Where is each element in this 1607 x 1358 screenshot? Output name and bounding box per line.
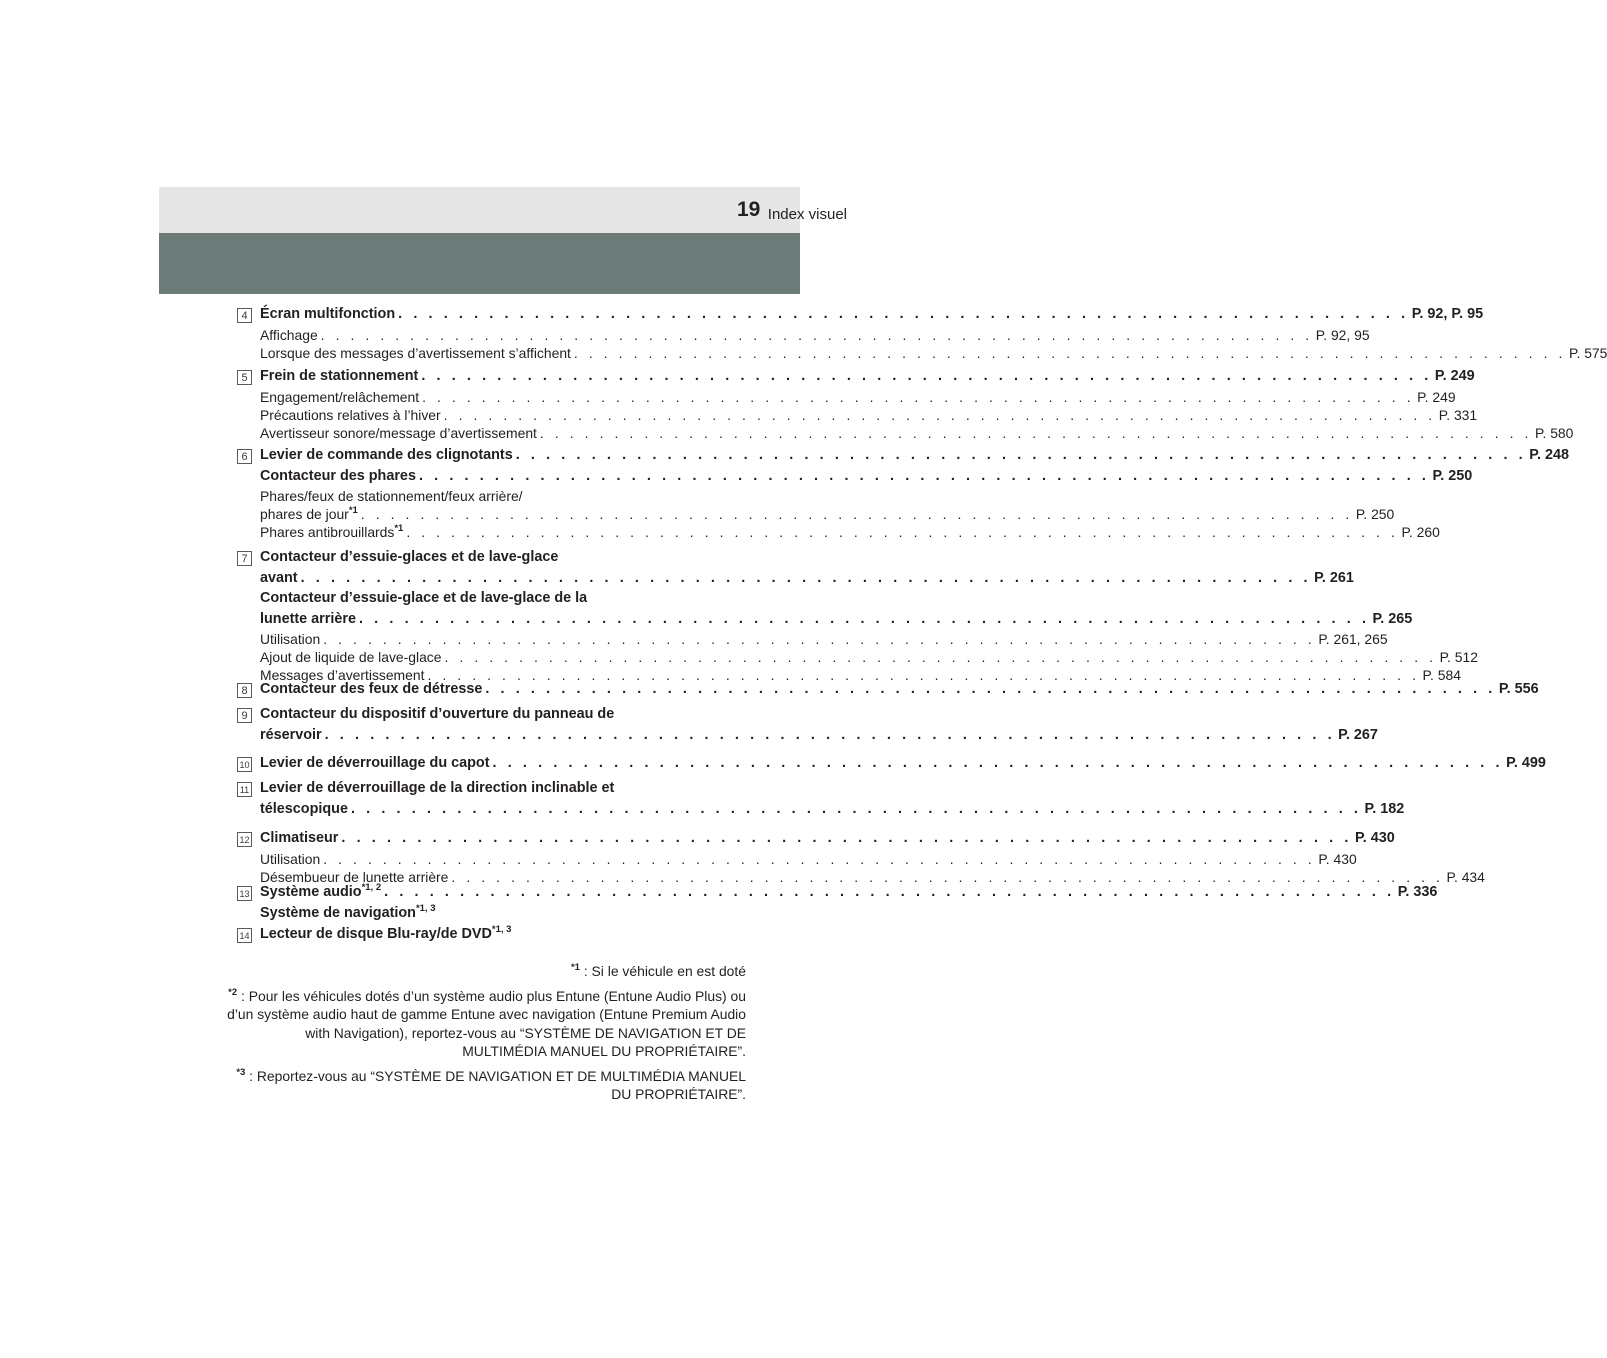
- entry-heading: [260, 590, 723, 611]
- dot-leader: . . . . . . . . . . . . . . . . . . . . . . . . . . . . . . . . . . . . . . . . . . . . . . . . . . . . . . . . . . . . . . . . . . .: [323, 850, 1316, 867]
- header-bar: [159, 187, 800, 233]
- entry-heading[interactable]: [260, 800, 1405, 822]
- dot-leader: . . . . . . . . . . . . . . . . . . . . . . . . . . . . . . . . . . . . . . . . . . . . . . . . . . . . . . . . . . . . . . . . . . .: [422, 388, 1415, 405]
- entry-label: réservoir: [260, 726, 322, 743]
- dot-leader: . . . . . . . . . . . . . . . . . . . . . . . . . . . . . . . . . . . . . . . . . . . . . . . . . . . . . . . . . . . . . . . . . . .: [443, 406, 1436, 423]
- page-reference[interactable]: P. 580: [1535, 424, 1574, 441]
- page-reference[interactable]: P. 434: [1446, 868, 1485, 885]
- entry-heading[interactable]: [260, 306, 1484, 327]
- entry-label: avant: [260, 569, 298, 586]
- entry-subitem[interactable]: [260, 523, 1440, 542]
- dot-leader: . . . . . . . . . . . . . . . . . . . . . . . . . . . . . . . . . . . . . . . . . . . . . . . . . . . . . . . . . . . . . . . . . . .: [515, 447, 1527, 463]
- entry-subitem[interactable]: [260, 344, 1607, 363]
- entry-number-box: 12: [237, 832, 252, 847]
- dot-leader: . . . . . . . . . . . . . . . . . . . . . . . . . . . . . . . . . . . . . . . . . . . . . . . . . . . . . . . . . . . . . . . . . . .: [418, 467, 1430, 484]
- dot-leader: . . . . . . . . . . . . . . . . . . . . . . . . . . . . . . . . . . . . . . . . . . . . . . . . . . . . . . . . . . . . . . . . . . .: [406, 524, 1399, 540]
- entry-label: Lecteur de disque Blu-ray/de DVD$^{*1, 3}$: [260, 924, 512, 942]
- page-reference[interactable]: P. 267: [1338, 726, 1378, 743]
- entry-label: Désembueur de lunette arrière: [260, 868, 449, 885]
- entry-label: Ajout de liquide de lave-glace: [260, 649, 442, 665]
- entry-heading: [260, 902, 723, 926]
- dot-leader: . . . . . . . . . . . . . . . . . . . . . . . . . . . . . . . . . . . . . . . . . . . . . . . . . . . . . . . . . . . . . . . . . . .: [358, 610, 1370, 627]
- dot-leader: . . . . . . . . . . . . . . . . . . . . . . . . . . . . . . . . . . . . . . . . . . . . . . . . . . . . . . . . . . . . . . . . . . .: [384, 884, 1395, 900]
- entry-heading: [260, 780, 723, 801]
- entry-label: Système audio$^{*1, 2}$: [260, 882, 382, 900]
- page-reference[interactable]: P. 92, P. 95: [1411, 306, 1484, 322]
- entry-heading[interactable]: [260, 755, 1546, 776]
- entry-label: Contacteur des phares: [260, 467, 416, 484]
- index-entry: [237, 681, 1539, 702]
- page-reference[interactable]: P. 250: [1355, 506, 1395, 522]
- entry-subitem[interactable]: [260, 631, 1388, 649]
- dot-leader: . . . . . . . . . . . . . . . . . . . . . . . . . . . . . . . . . . . . . . . . . . . . . . . . . . . . . . . . . . . . . . . . . . .: [398, 306, 1409, 322]
- entry-subitem[interactable]: [260, 424, 1574, 443]
- section-title: Index visuel: [767, 206, 847, 223]
- dot-leader: . . . . . . . . . . . . . . . . . . . . . . . . . . . . . . . . . . . . . . . . . . . . . . . . . . . . . . . . . . . . . . . . . . .: [485, 681, 1496, 697]
- entry-number-box: 13: [237, 886, 252, 901]
- footnote: [226, 987, 746, 1061]
- entry-label: Contacteur d’essuie-glaces et de lave-glace: [260, 549, 559, 565]
- footnote: [226, 962, 746, 981]
- entry-label: lunette arrière: [260, 610, 356, 627]
- index-entry: [237, 306, 1607, 363]
- dot-leader: . . . . . . . . . . . . . . . . . . . . . . . . . . . . . . . . . . . . . . . . . . . . . . . . . . . . . . . . . . . . . . . . . . .: [427, 667, 1420, 683]
- dot-leader: . . . . . . . . . . . . . . . . . . . . . . . . . . . . . . . . . . . . . . . . . . . . . . . . . . . . . . . . . . . . . . . . . . .: [539, 424, 1533, 441]
- entry-subitem[interactable]: [260, 406, 1478, 425]
- dot-leader: . . . . . . . . . . . . . . . . . . . . . . . . . . . . . . . . . . . . . . . . . . . . . . . . . . . . . . . . . . . . . . . . . . .: [421, 368, 1432, 384]
- entry-label: Levier de déverrouillage du capot: [260, 755, 490, 771]
- dot-leader: . . . . . . . . . . . . . . . . . . . . . . . . . . . . . . . . . . . . . . . . . . . . . . . . . . . . . . . . . . . . . . . . . . .: [324, 726, 1336, 743]
- page-reference[interactable]: P. 182: [1364, 800, 1405, 817]
- dot-leader: . . . . . . . . . . . . . . . . . . . . . . . . . . . . . . . . . . . . . . . . . . . . . . . . . . . . . . . . . . . . . . . . . . .: [573, 344, 1566, 361]
- entry-number-box: 9: [237, 708, 252, 723]
- entry-heading: [260, 706, 723, 727]
- index-entry: [237, 926, 723, 947]
- dot-leader: . . . . . . . . . . . . . . . . . . . . . . . . . . . . . . . . . . . . . . . . . . . . . . . . . . . . . . . . . . . . . . . . . . .: [350, 800, 1362, 817]
- entry-heading[interactable]: [260, 681, 1539, 702]
- entry-subitem: [260, 488, 723, 506]
- entry-label: Lorsque des messages d’avertissement s’affichent: [260, 344, 571, 361]
- entry-subitem[interactable]: [260, 649, 1478, 667]
- page-number: 19: [737, 198, 761, 221]
- entry-label: Utilisation: [260, 850, 321, 867]
- entry-number-box: 6: [237, 449, 252, 464]
- footnote-marker: *3: [236, 1066, 246, 1078]
- entry-label: Phares/feux de stationnement/feux arrière/: [260, 488, 523, 504]
- page-reference[interactable]: P. 249: [1434, 368, 1475, 384]
- entry-label: Précautions relatives à l’hiver: [260, 406, 441, 423]
- entry-label: Engagement/relâchement: [260, 388, 420, 405]
- entry-label: Affichage: [260, 326, 318, 343]
- page-reference[interactable]: P. 250: [1432, 467, 1473, 484]
- entry-label: Levier de déverrouillage de la direction inclinable et: [260, 780, 615, 796]
- dot-leader: . . . . . . . . . . . . . . . . . . . . . . . . . . . . . . . . . . . . . . . . . . . . . . . . . . . . . . . . . . . . . . . . . . .: [360, 506, 1353, 522]
- footnote-marker: *1, 3: [491, 924, 512, 935]
- header-band: [159, 233, 800, 294]
- entry-label: Contacteur d’essuie-glace et de lave-glace de la: [260, 590, 588, 606]
- page-reference[interactable]: P. 584: [1422, 667, 1461, 683]
- entry-label: Levier de commande des clignotants: [260, 447, 513, 463]
- dot-leader: . . . . . . . . . . . . . . . . . . . . . . . . . . . . . . . . . . . . . . . . . . . . . . . . . . . . . . . . . . . . . . . . . . .: [320, 326, 1313, 343]
- index-entry: [237, 447, 1570, 542]
- entry-heading[interactable]: [260, 882, 1438, 905]
- footnote-marker: *2: [228, 986, 238, 998]
- entry-heading[interactable]: [260, 830, 1395, 851]
- footnote-marker: *1, 2: [361, 882, 382, 893]
- entry-label: Phares antibrouillards$^{*1}$: [260, 523, 404, 540]
- dot-leader: . . . . . . . . . . . . . . . . . . . . . . . . . . . . . . . . . . . . . . . . . . . . . . . . . . . . . . . . . . . . . . . . . . .: [492, 755, 1504, 771]
- entry-label: Utilisation: [260, 631, 321, 647]
- index-entry: [237, 882, 1438, 925]
- entry-number-box: 8: [237, 683, 252, 698]
- page-reference[interactable]: P. 249: [1417, 388, 1456, 405]
- entry-label: Contacteur du dispositif d’ouverture du panneau de: [260, 706, 615, 722]
- entry-label: Contacteur des feux de détresse: [260, 681, 483, 697]
- entry-number-box: 5: [237, 370, 252, 385]
- entry-subitem[interactable]: [260, 326, 1370, 345]
- page-reference[interactable]: P. 512: [1439, 649, 1478, 665]
- footnote-text: : Reportez-vous au “SYSTÈME DE NAVIGATION ET DE MULTIMÉDIA MANUEL DU PROPRIÉTAIRE”.: [245, 1067, 746, 1102]
- page-reference[interactable]: P. 331: [1438, 406, 1478, 423]
- page-reference[interactable]: P. 265: [1372, 610, 1413, 627]
- footnote-marker: *1: [348, 505, 358, 516]
- index-entry: [237, 549, 1478, 685]
- page-reference[interactable]: P. 556: [1498, 681, 1539, 697]
- entry-number-box: 11: [237, 782, 252, 797]
- entry-label: Climatiseur: [260, 830, 339, 846]
- entry-number-box: 4: [237, 308, 252, 323]
- entry-label: Messages d’avertissement: [260, 667, 425, 683]
- footnote-marker: *1: [394, 523, 404, 534]
- page-reference[interactable]: P. 499: [1506, 755, 1546, 771]
- index-entry: [237, 706, 1378, 747]
- entry-heading[interactable]: [260, 569, 1354, 591]
- entry-heading[interactable]: [260, 726, 1378, 748]
- footnote-marker: *1, 3: [415, 902, 436, 914]
- footnote-text: : Pour les véhicules dotés d’un système audio plus Entune (Entune Audio Plus) ou d’un système audio haut de gamme Entune avec navigation (Entune Premium Audio with Navigation), reportez-vous au “SYSTÈME DE NAVIGATION ET DE MULTIMÉDIA MANUEL DU PROPRIÉTAIRE”.: [227, 987, 746, 1059]
- footnote-text: : Si le véhicule en est doté: [579, 963, 746, 979]
- index-entry: [237, 755, 1546, 776]
- page-reference[interactable]: P. 261, 265: [1318, 631, 1388, 647]
- page-reference[interactable]: P. 260: [1401, 524, 1440, 540]
- entry-label: télescopique: [260, 800, 348, 817]
- entry-heading: [260, 926, 723, 947]
- entry-heading[interactable]: [260, 610, 1413, 632]
- entry-label: Système de navigation$^{*1, 3}$: [260, 902, 436, 921]
- index-entry: [237, 368, 1574, 443]
- page-reference[interactable]: P. 92, 95: [1315, 326, 1370, 343]
- dot-leader: . . . . . . . . . . . . . . . . . . . . . . . . . . . . . . . . . . . . . . . . . . . . . . . . . . . . . . . . . . . . . . . . . . .: [341, 830, 1352, 846]
- entry-label: Écran multifonction: [260, 306, 396, 322]
- index-entry: [237, 780, 1405, 821]
- index-entry: [237, 830, 1485, 887]
- entry-number-box: 14: [237, 928, 252, 943]
- page-reference[interactable]: P. 575: [1569, 344, 1607, 361]
- entry-subitem[interactable]: [260, 505, 1395, 524]
- dot-leader: . . . . . . . . . . . . . . . . . . . . . . . . . . . . . . . . . . . . . . . . . . . . . . . . . . . . . . . . . . . . . . . . . . .: [444, 649, 1437, 665]
- entry-number-box: 7: [237, 551, 252, 566]
- dot-leader: . . . . . . . . . . . . . . . . . . . . . . . . . . . . . . . . . . . . . . . . . . . . . . . . . . . . . . . . . . . . . . . . . . .: [300, 569, 1312, 586]
- page-reference[interactable]: P. 430: [1318, 850, 1357, 867]
- page-reference[interactable]: P. 430: [1354, 830, 1395, 846]
- dot-leader: . . . . . . . . . . . . . . . . . . . . . . . . . . . . . . . . . . . . . . . . . . . . . . . . . . . . . . . . . . . . . . . . . . .: [451, 868, 1444, 885]
- entry-heading[interactable]: [260, 447, 1570, 468]
- entry-number-box: 10: [237, 757, 252, 772]
- entry-heading[interactable]: [260, 467, 1473, 489]
- entry-label: phares de jour$^{*1}$: [260, 505, 358, 522]
- page-reference[interactable]: P. 261: [1314, 569, 1354, 586]
- entry-subitem[interactable]: [260, 388, 1456, 407]
- footnote-marker: *1: [570, 962, 580, 973]
- page-reference[interactable]: P. 336: [1397, 884, 1438, 900]
- footnote: [226, 1067, 746, 1104]
- page-reference[interactable]: P. 248: [1529, 447, 1570, 463]
- dot-leader: . . . . . . . . . . . . . . . . . . . . . . . . . . . . . . . . . . . . . . . . . . . . . . . . . . . . . . . . . . . . . . . . . . .: [323, 631, 1316, 647]
- entry-heading[interactable]: [260, 368, 1475, 389]
- entry-subitem[interactable]: [260, 850, 1357, 869]
- entry-heading: [260, 549, 723, 570]
- entry-label: Avertisseur sonore/message d’avertissement: [260, 424, 537, 441]
- entry-label: Frein de stationnement: [260, 368, 419, 384]
- footnotes: [226, 962, 746, 1110]
